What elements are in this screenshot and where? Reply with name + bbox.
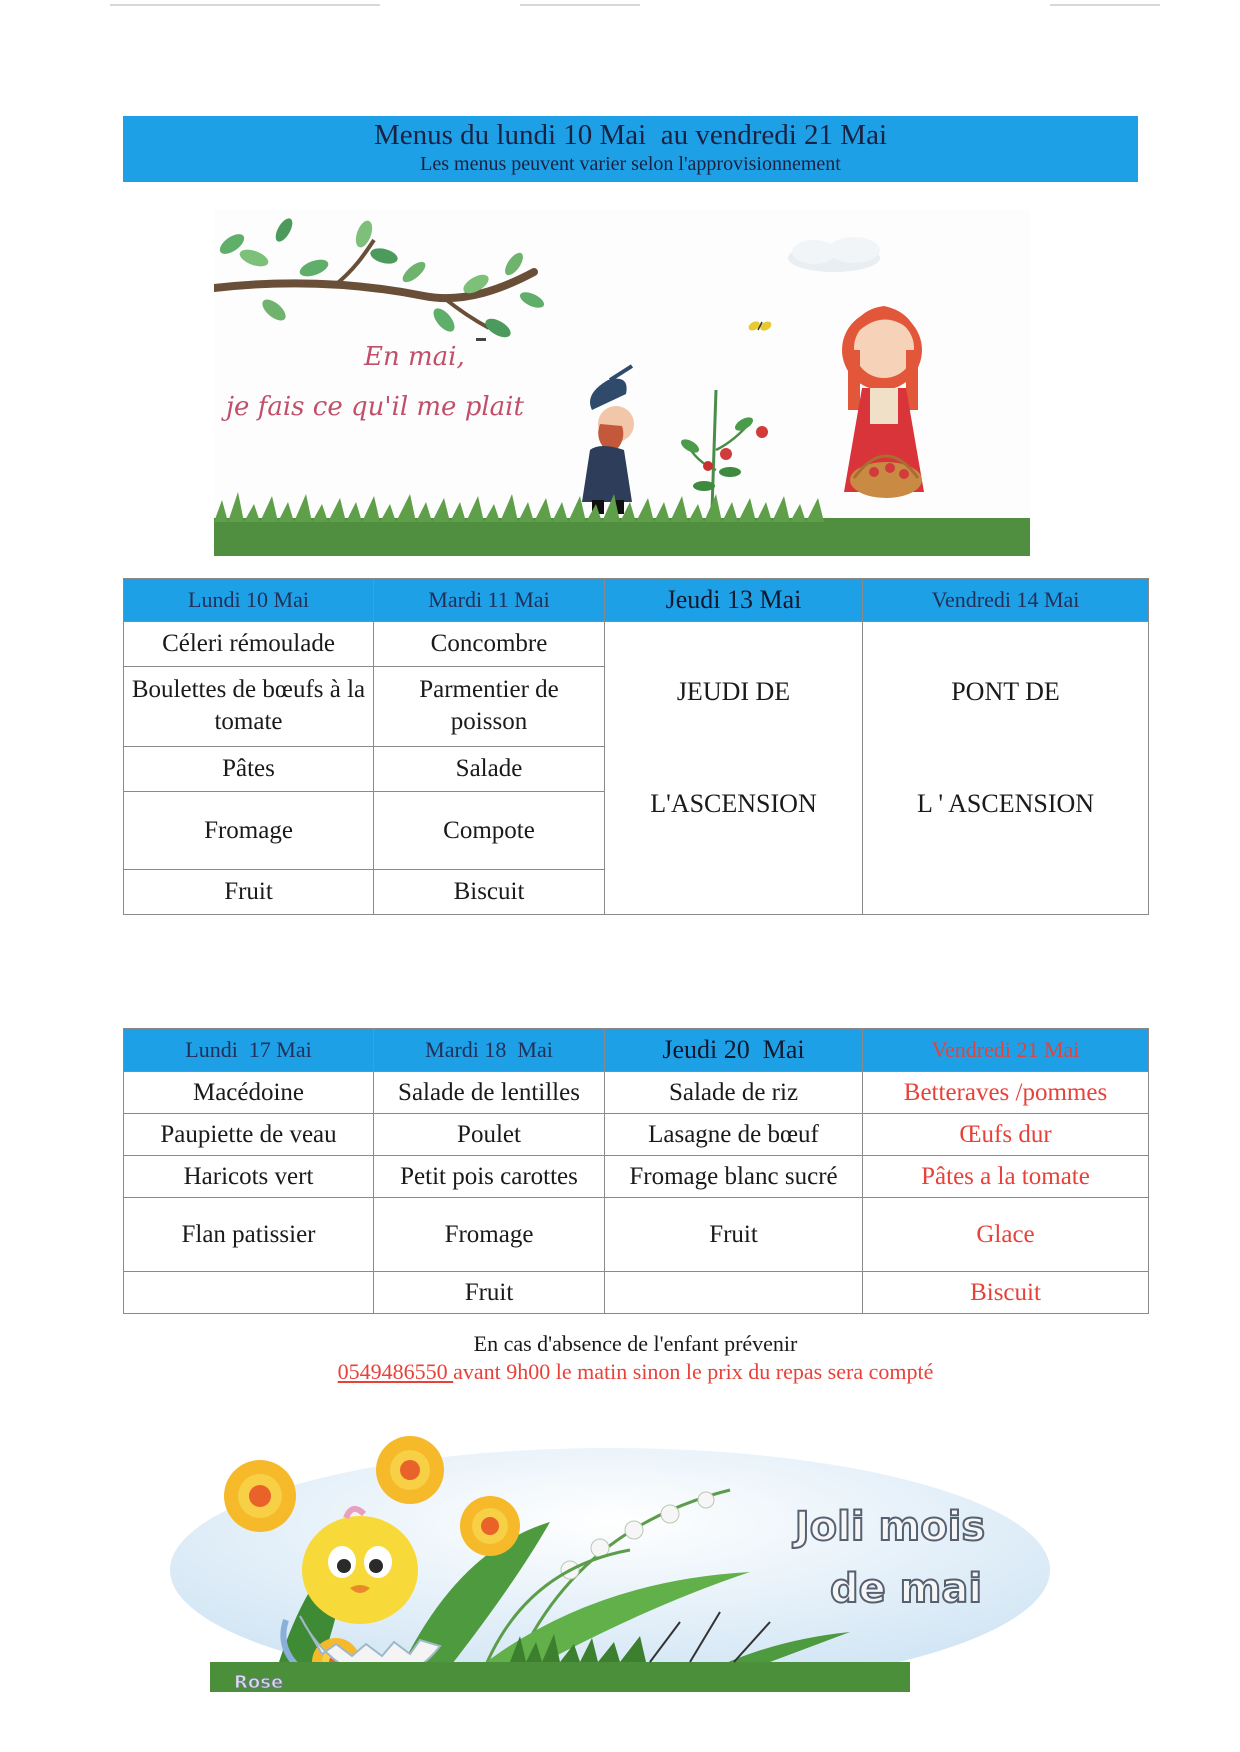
menu-cell: Œufs dur (863, 1114, 1149, 1156)
scan-edge-middle (520, 4, 640, 6)
page-title: Menus du lundi 10 Mai au vendredi 21 Mai (373, 119, 888, 151)
header-vendredi-14: Vendredi 14 Mai (863, 579, 1149, 622)
holiday-jeudi (605, 622, 863, 915)
menu-cell: Fromage (374, 1198, 605, 1272)
phone-number: 0549486550 (337, 1359, 454, 1384)
scene-text-line1: En mai, (364, 342, 465, 372)
menu-cell: Betteraves /pommes (863, 1072, 1149, 1114)
menu-cell: Glace (863, 1198, 1149, 1272)
menu-cell: Fromage blanc sucré (605, 1156, 863, 1198)
menu-cell: Pâtes a la tomate (863, 1156, 1149, 1198)
menu-cell: Flan patissier (124, 1198, 374, 1272)
absence-notice-detail: avant 9h00 le matin sinon le prix du repas sera compté (453, 1359, 934, 1384)
absence-notice: En cas d'absence de l'enfant prévenir (473, 1331, 798, 1356)
menu-cell: Poulet (374, 1114, 605, 1156)
menu-cell: Macédoine (124, 1072, 374, 1114)
absence-notice-phone-line (123, 1358, 1148, 1386)
menu-cell: Salade de lentilles (374, 1072, 605, 1114)
header-lundi-10: Lundi 10 Mai (124, 579, 374, 622)
header-jeudi-13: Jeudi 13 Mai (605, 579, 863, 622)
menu-cell: Parmentier de poisson (374, 666, 605, 747)
menu-cell: Haricots vert (124, 1156, 374, 1198)
menu-cell (124, 1272, 374, 1314)
header-mardi-11: Mardi 11 Mai (374, 579, 605, 622)
menu-cell: Salade de riz (605, 1072, 863, 1114)
menu-cell (605, 1272, 863, 1314)
menu-cell: Boulettes de bœufs à la tomate (124, 666, 374, 747)
menu-cell: Concombre (374, 622, 605, 667)
signature-rose: Rose (234, 1672, 284, 1692)
holiday-jeudi-line2: L'ASCENSION (650, 789, 817, 818)
menu-cell: Fruit (124, 870, 374, 915)
menu-cell: Lasagne de bœuf (605, 1114, 863, 1156)
title-banner (123, 116, 1138, 182)
menu-cell: Compote (374, 791, 605, 870)
spring-illustration (214, 210, 1030, 556)
menu-cell: Biscuit (863, 1272, 1149, 1314)
menu-cell: Biscuit (374, 870, 605, 915)
illustration-title-line2: de mai (829, 1566, 983, 1612)
menu-cell: Fruit (605, 1198, 863, 1272)
illustration-title-line1: Joli mois (794, 1504, 986, 1550)
menu-cell: Pâtes (124, 747, 374, 792)
holiday-vendredi-line2: L ' ASCENSION (916, 789, 1095, 818)
grass-strip (214, 518, 1030, 556)
menu-cell: Fromage (124, 791, 374, 870)
menu-cell: Salade (374, 747, 605, 792)
grass-strip (210, 1662, 910, 1692)
menu-cell: Petit pois carottes (374, 1156, 605, 1198)
menu-table-week1 (123, 578, 1149, 915)
scan-edge-left (110, 4, 380, 6)
scan-edge-right (1050, 4, 1160, 6)
header-mardi-18: Mardi 18 Mai (374, 1029, 605, 1072)
holiday-jeudi-line1: JEUDI DE (676, 677, 791, 706)
header-vendredi-21: Vendredi 21 Mai (863, 1029, 1149, 1072)
scene-text-line2: je fais ce qu'il me plait (226, 392, 524, 422)
holiday-vendredi-line1: PONT DE (951, 677, 1060, 706)
menu-cell: Céleri rémoulade (124, 622, 374, 667)
header-lundi-17: Lundi 17 Mai (124, 1029, 374, 1072)
page-subtitle: Les menus peuvent varier selon l'approvisionnement (420, 153, 841, 175)
menu-cell: Fruit (374, 1272, 605, 1314)
header-jeudi-20: Jeudi 20 Mai (605, 1029, 863, 1072)
menu-cell: Paupiette de veau (124, 1114, 374, 1156)
girl-with-basket (842, 306, 924, 498)
menu-table-week2 (123, 1028, 1149, 1314)
joli-mois-illustration (150, 1430, 1050, 1692)
holiday-vendredi (863, 622, 1149, 915)
cloud-icon (788, 237, 880, 272)
